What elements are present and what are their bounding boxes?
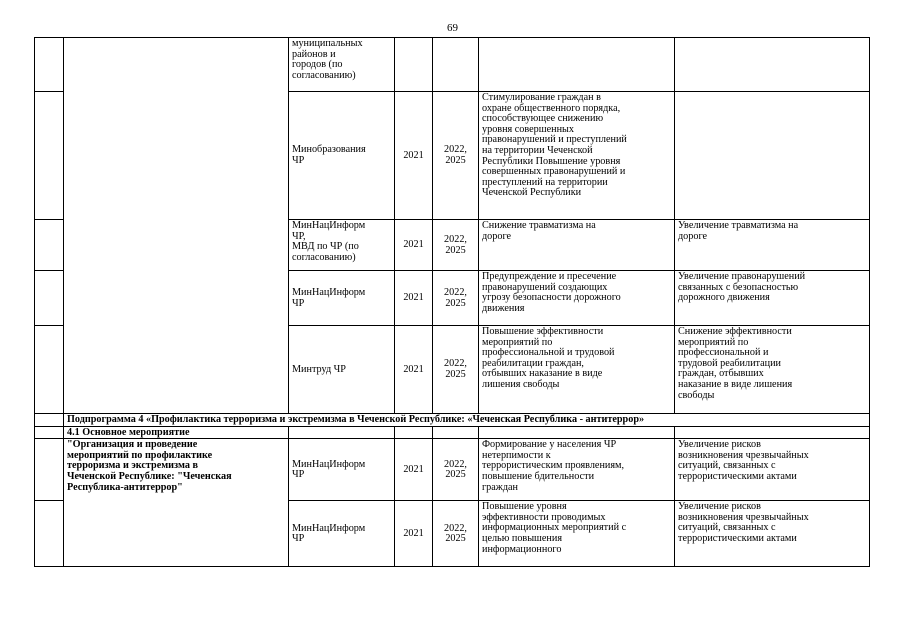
end-year-cell: 2022, 2025 (433, 439, 479, 501)
executor-cell: муниципальных районов и городов (по согласованию) (289, 38, 395, 92)
executor-cell: Минтруд ЧР (289, 326, 395, 414)
consequence-cell (675, 92, 870, 220)
main-event-heading-row (35, 426, 870, 439)
start-year-cell: 2021 (395, 326, 433, 414)
executor-cell: Минобразования ЧР (289, 92, 395, 220)
consequence-cell: Увеличение травматизма на дороге (675, 220, 870, 271)
row-number-cell (35, 326, 64, 414)
result-cell: Формирование у населения ЧР нетерпимости к террористическим проявлениям, повышение бдительности граждан (479, 439, 675, 501)
end-year-cell: 2022, 2025 (433, 220, 479, 271)
subprogram-title: Подпрограмма 4 «Профилактика терроризма и экстремизма в Чеченской Республике: «Чеченская Республика - антитеррор» (64, 414, 870, 427)
row-number-cell (35, 271, 64, 326)
measure-name-cell (64, 38, 289, 414)
executor-cell: МинНацИнформ ЧР (289, 501, 395, 567)
executor-cell: МинНацИнформ ЧР (289, 271, 395, 326)
main-event-name: "Организация и проведение мероприятий по профилактике терроризма и экстремизма в Чеченской Республике: "Чеченская Республика-антитеррор" (64, 439, 289, 567)
row-number-cell (35, 439, 64, 501)
end-year-cell: 2022, 2025 (433, 92, 479, 220)
table-row (35, 439, 870, 501)
result-cell (479, 38, 675, 92)
result-cell: Повышение уровня эффективности проводимых информационных мероприятий с целью повышения информационного (479, 501, 675, 567)
table-row (35, 38, 870, 92)
start-year-cell: 2021 (395, 92, 433, 220)
consequence-cell: Увеличение рисков возникновения чрезвычайных ситуаций, связанных с террористическими актами (675, 439, 870, 501)
end-year-cell: 2022, 2025 (433, 326, 479, 414)
executor-cell: МинНацИнформ ЧР (289, 439, 395, 501)
row-number-cell (35, 220, 64, 271)
start-year-cell: 2021 (395, 501, 433, 567)
consequence-cell (675, 38, 870, 92)
row-number-cell (35, 414, 64, 427)
row-number-cell (35, 426, 64, 439)
result-cell: Предупреждение и пресечение правонарушений создающих угрозу безопасности дорожного движения (479, 271, 675, 326)
row-number-cell (35, 38, 64, 92)
subprogram-row (35, 414, 870, 427)
start-year-cell: 2021 (395, 271, 433, 326)
result-cell: Снижение травматизма на дороге (479, 220, 675, 271)
row-number-cell (35, 501, 64, 567)
main-event-heading: 4.1 Основное мероприятие (64, 426, 289, 439)
start-year-cell: 2021 (395, 439, 433, 501)
consequence-cell: Увеличение рисков возникновения чрезвычайных ситуаций, связанных с террористическими актами (675, 501, 870, 567)
end-year-cell: 2022, 2025 (433, 501, 479, 567)
end-year-cell: 2022, 2025 (433, 271, 479, 326)
start-year-cell (395, 38, 433, 92)
row-number-cell (35, 92, 64, 220)
start-year-cell: 2021 (395, 220, 433, 271)
result-cell: Повышение эффективности мероприятий по профессиональной и трудовой реабилитации граждан, отбывших наказание в виде лишения свободы (479, 326, 675, 414)
page-number: 69 (447, 22, 458, 34)
program-table (34, 37, 870, 567)
consequence-cell: Увеличение правонарушений связанных с безопасностью дорожного движения (675, 271, 870, 326)
end-year-cell (433, 38, 479, 92)
executor-cell: МинНацИнформ ЧР, МВД по ЧР (по согласованию) (289, 220, 395, 271)
consequence-cell: Снижение эффективности мероприятий по профессиональной и трудовой реабилитации граждан, отбывших наказание в виде лишения свободы (675, 326, 870, 414)
result-cell: Стимулирование граждан в охране общественного порядка, способствующее снижению уровня совершенных правонарушений и преступлений на территории Чеченской Республики Повышение уровня совершенных правонарушений и преступлений на территории Чеченской Республики (479, 92, 675, 220)
